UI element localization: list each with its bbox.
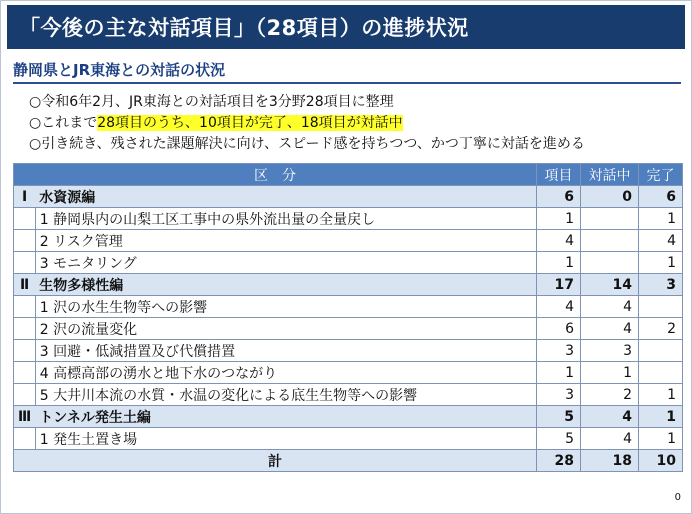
row-in-dialogue: 2 bbox=[581, 384, 639, 406]
row-completed bbox=[639, 296, 683, 318]
row-completed: 1 bbox=[639, 208, 683, 230]
group-in-dialogue: 4 bbox=[581, 406, 639, 428]
header-items: 項目 bbox=[537, 164, 581, 186]
group-completed: 1 bbox=[639, 406, 683, 428]
bullet-list bbox=[29, 92, 585, 155]
row-in-dialogue bbox=[581, 208, 639, 230]
row-label: 3 回避・低減措置及び代償措置 bbox=[35, 340, 536, 362]
bullet-2 bbox=[29, 113, 585, 134]
group-in-dialogue: 14 bbox=[581, 274, 639, 296]
row-items: 1 bbox=[537, 208, 581, 230]
table-row bbox=[14, 384, 683, 406]
table-row bbox=[14, 296, 683, 318]
header-completed: 完了 bbox=[639, 164, 683, 186]
group-in-dialogue: 0 bbox=[581, 186, 639, 208]
row-label: 1 静岡県内の山梨工区工事中の県外流出量の全量戻し bbox=[35, 208, 536, 230]
page-title: 「今後の主な対話項目」（28項目）の進捗状況 bbox=[7, 5, 685, 49]
row-in-dialogue bbox=[581, 230, 639, 252]
section-subtitle: 静岡県とJR東海との対話の状況 bbox=[13, 59, 681, 84]
row-completed: 1 bbox=[639, 428, 683, 450]
header-in-dialogue: 対話中 bbox=[581, 164, 639, 186]
total-completed: 10 bbox=[639, 450, 683, 472]
header-category: 区 分 bbox=[14, 164, 537, 186]
total-row bbox=[14, 450, 683, 472]
row-in-dialogue: 3 bbox=[581, 340, 639, 362]
table-row bbox=[14, 428, 683, 450]
row-completed: 4 bbox=[639, 230, 683, 252]
row-label: 1 発生土置き場 bbox=[35, 428, 536, 450]
page-number: 0 bbox=[674, 492, 681, 503]
table-row bbox=[14, 230, 683, 252]
table-row bbox=[14, 318, 683, 340]
row-label: 5 大井川本流の水質・水温の変化による底生生物等への影響 bbox=[35, 384, 536, 406]
bullet-1: ○令和6年2月、JR東海との対話項目を3分野28項目に整理 bbox=[29, 94, 394, 110]
progress-table bbox=[13, 163, 683, 472]
group-name: 水資源編 bbox=[35, 186, 536, 208]
group-numeral: Ⅰ bbox=[14, 186, 36, 208]
row-completed: 2 bbox=[639, 318, 683, 340]
bullet-3: ○引き続き、残された課題解決に向け、スピード感を持ちつつ、かつ丁寧に対話を進める bbox=[29, 136, 585, 152]
row-label: 2 リスク管理 bbox=[35, 230, 536, 252]
table-row bbox=[14, 208, 683, 230]
row-items: 1 bbox=[537, 252, 581, 274]
group-name: 生物多様性編 bbox=[35, 274, 536, 296]
group-completed: 3 bbox=[639, 274, 683, 296]
row-label: 2 沢の流量変化 bbox=[35, 318, 536, 340]
row-completed bbox=[639, 362, 683, 384]
group-row bbox=[14, 274, 683, 296]
bullet-2-prefix: ○これまで bbox=[29, 115, 98, 131]
row-items: 4 bbox=[537, 296, 581, 318]
row-items: 1 bbox=[537, 362, 581, 384]
row-label: 3 モニタリング bbox=[35, 252, 536, 274]
row-items: 5 bbox=[537, 428, 581, 450]
row-label: 1 沢の水生生物等への影響 bbox=[35, 296, 536, 318]
table-row bbox=[14, 252, 683, 274]
group-name: トンネル発生土編 bbox=[35, 406, 536, 428]
group-items: 17 bbox=[537, 274, 581, 296]
row-in-dialogue: 4 bbox=[581, 318, 639, 340]
row-items: 3 bbox=[537, 340, 581, 362]
row-items: 6 bbox=[537, 318, 581, 340]
total-in-dialogue: 18 bbox=[581, 450, 639, 472]
row-completed: 1 bbox=[639, 384, 683, 406]
group-completed: 6 bbox=[639, 186, 683, 208]
row-in-dialogue: 4 bbox=[581, 428, 639, 450]
total-label: 計 bbox=[14, 450, 537, 472]
row-in-dialogue: 4 bbox=[581, 296, 639, 318]
group-items: 5 bbox=[537, 406, 581, 428]
row-completed: 1 bbox=[639, 252, 683, 274]
bullet-2-highlight: 28項目のうち、10項目が完了、18項目が対話中 bbox=[97, 115, 403, 131]
group-numeral: Ⅱ bbox=[14, 274, 36, 296]
row-in-dialogue bbox=[581, 252, 639, 274]
group-row bbox=[14, 406, 683, 428]
group-items: 6 bbox=[537, 186, 581, 208]
row-items: 3 bbox=[537, 384, 581, 406]
table-header-row bbox=[14, 164, 683, 186]
table-row bbox=[14, 362, 683, 384]
row-completed bbox=[639, 340, 683, 362]
table-row bbox=[14, 340, 683, 362]
group-numeral: Ⅲ bbox=[14, 406, 36, 428]
row-items: 4 bbox=[537, 230, 581, 252]
row-label: 4 高標高部の湧水と地下水のつながり bbox=[35, 362, 536, 384]
group-row bbox=[14, 186, 683, 208]
row-in-dialogue: 1 bbox=[581, 362, 639, 384]
total-items: 28 bbox=[537, 450, 581, 472]
